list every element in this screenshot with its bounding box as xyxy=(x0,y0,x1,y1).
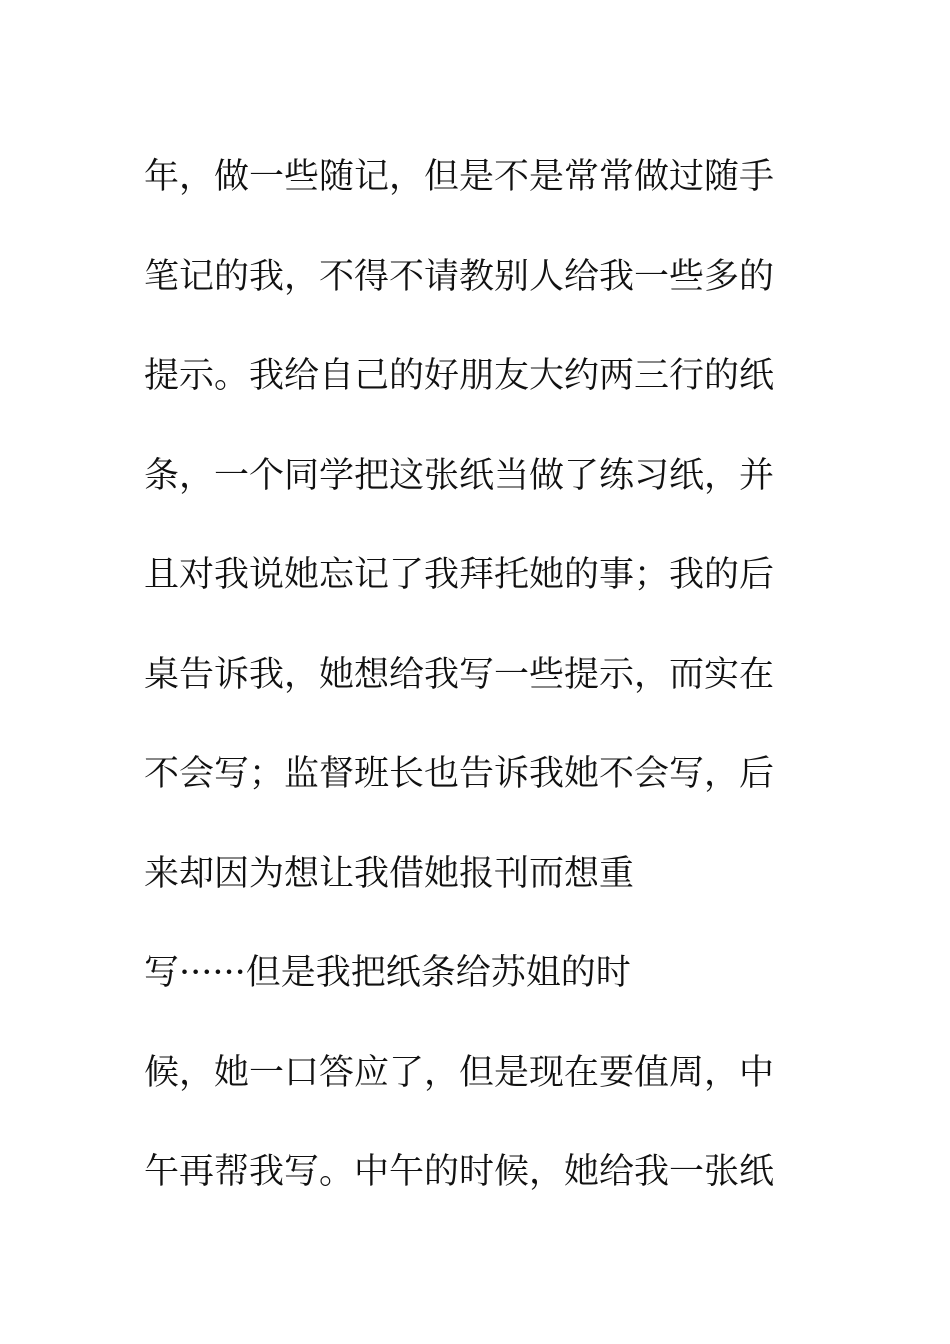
text-line: 年，做一些随记，但是不是常常做过随手 xyxy=(144,157,775,197)
text-line: 不会写；监督班长也告诉我她不会写，后 xyxy=(144,754,775,794)
text-line: 提示。我给自己的好朋友大约两三行的纸 xyxy=(144,356,775,396)
text-line: 来却因为想让我借她报刊而想重 xyxy=(144,853,635,894)
text-line: 桌告诉我，她想给我写一些提示，而实在 xyxy=(144,654,775,695)
text-line: 候，她一口答应了，但是现在要值周，中 xyxy=(144,1052,775,1093)
text-line: 笔记的我，不得不请教别人给我一些多的 xyxy=(144,256,775,297)
document-body xyxy=(144,128,784,1223)
text-line: 且对我说她忘记了我拜托她的事；我的后 xyxy=(144,555,775,595)
text-line: 写······但是我把纸条给苏姐的时 xyxy=(144,953,631,993)
text-line: 条，一个同学把这张纸当做了练习纸，并 xyxy=(144,455,775,496)
text-line: 午再帮我写。中午的时候，她给我一张纸 xyxy=(144,1152,775,1192)
